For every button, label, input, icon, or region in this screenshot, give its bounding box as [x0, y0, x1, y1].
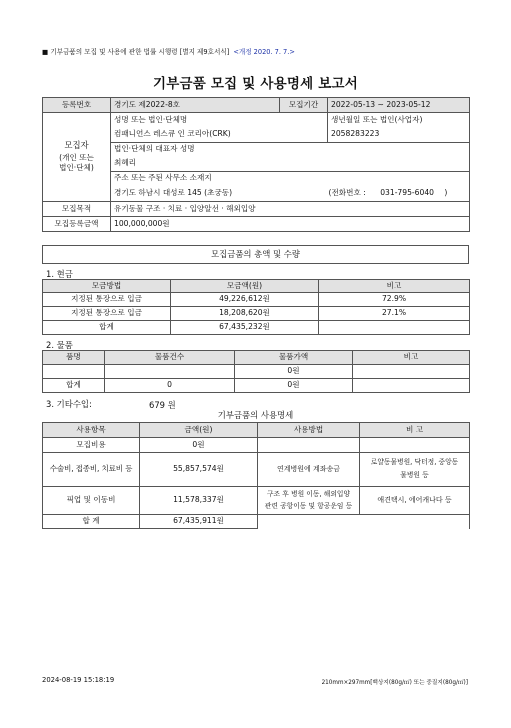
usage-total-label: 합 계	[43, 515, 140, 529]
usage-title: 기부금품의 사용명세	[217, 410, 294, 420]
goods-row-name	[43, 365, 105, 379]
target-value: 100,000,000원	[111, 217, 470, 232]
goods-total-note	[353, 379, 470, 393]
cash-row-2-note: 27.1%	[319, 307, 470, 321]
collector-label-2: (개인 또는	[59, 152, 94, 162]
goods-total-count: 0	[105, 379, 235, 393]
usage-row-2-item: 수술비, 접종비, 치료비 등	[43, 453, 140, 487]
goods-col-note: 비고	[353, 351, 470, 365]
purpose-label: 모집목적	[43, 202, 111, 217]
reg-label: 등록번호	[43, 98, 111, 113]
usage-col-item: 사용항목	[43, 423, 140, 438]
printed-timestamp: 2024-08-19 15:18:19	[42, 676, 115, 684]
cash-total-amount: 67,435,232원	[171, 321, 319, 335]
usage-row-2-method: 연계병원에 계좌송금	[258, 453, 360, 487]
totals-title-table	[42, 245, 469, 264]
rep-value: 최혜리	[111, 157, 470, 172]
cash-row-2-amount: 18,208,620원	[171, 307, 319, 321]
usage-row-1-item: 모집비용	[43, 438, 140, 453]
other-heading: 3. 기타수입:	[46, 399, 92, 409]
usage-row-2-note	[360, 453, 470, 487]
paper-spec: 210mm×297mm[백상지(80g/㎡) 또는 중질지(80g/㎡)]	[321, 680, 468, 686]
usage-table	[42, 422, 470, 529]
usage-row-3-method	[258, 487, 360, 515]
phone-close: )	[444, 187, 448, 197]
usage-row-1-note	[360, 438, 470, 453]
period-value: 2022-05-13 ~ 2023-05-12	[328, 98, 470, 113]
totals-title: 모집금품의 총액 및 수량	[43, 246, 469, 264]
usage-row-1-amount: 0원	[140, 438, 258, 453]
goods-heading: 2. 물품	[46, 340, 73, 350]
usage-row-3-note: 애견택시, 에어캐나다 등	[360, 487, 470, 515]
form-header	[42, 46, 295, 56]
usage-row-3-amount: 11,578,337원	[140, 487, 258, 515]
usage-col-note: 비 고	[360, 423, 470, 438]
cash-total-label: 합계	[43, 321, 171, 335]
cash-row-1-amount: 49,226,612원	[171, 293, 319, 307]
other-amount: 679 원	[149, 400, 176, 410]
cash-row-2-method: 지정된 통장으로 입금	[43, 307, 171, 321]
phone-label: (전화번호 :	[328, 187, 366, 197]
purpose-value: 유기동물 구조 · 치료 · 입양알선 · 해외입양	[111, 202, 470, 217]
goods-col-value: 물품가액	[235, 351, 353, 365]
birth-label: 생년월일 또는 법인(사업자)	[328, 113, 470, 128]
cash-row-1-note: 72.9%	[319, 293, 470, 307]
cash-total-note	[319, 321, 470, 335]
usage-col-method: 사용방법	[258, 423, 360, 438]
name-value: 컴패니언스 레스큐 인 코리아(CRK)	[111, 128, 328, 143]
reg-value: 경기도 제2022-8호	[111, 98, 280, 113]
goods-row-note	[353, 365, 470, 379]
cash-row-1-method: 지정된 통장으로 입금	[43, 293, 171, 307]
cash-col-note: 비고	[319, 280, 470, 293]
cash-heading: 1. 현금	[46, 269, 73, 279]
usage-total-amount: 67,435,911원	[140, 515, 258, 529]
target-label: 모집등록금액	[43, 217, 111, 232]
usage-row-2-note-line-2: 물병원 등	[400, 471, 429, 479]
usage-row-3-method-line-1: 구조 후 병원 이동, 해외입양	[266, 489, 351, 498]
usage-row-2-amount: 55,857,574원	[140, 453, 258, 487]
collector-label-3: 법인·단체)	[59, 163, 94, 173]
rep-label: 법인·단체의 대표자 성명	[111, 143, 470, 157]
birth-value: 2058283223	[328, 128, 470, 143]
usage-total-method	[258, 515, 360, 529]
goods-table	[42, 350, 470, 393]
phone-value: 031-795-6040	[380, 187, 434, 197]
period-label: 모집기간	[280, 98, 328, 113]
phone-cell	[328, 186, 470, 202]
usage-row-3-item: 픽업 및 이동비	[43, 487, 140, 515]
law-note: ■ 기부금품의 모집 및 사용에 관한 법률 시행령 [별지 제9호서식]	[42, 48, 230, 56]
goods-row-value: 0원	[235, 365, 353, 379]
addr-value: 경기도 하남시 대성로 145 (초궁동)	[111, 186, 328, 202]
cash-table	[42, 279, 470, 335]
usage-col-amount: 금액(원)	[140, 423, 258, 438]
goods-col-count: 물품건수	[105, 351, 235, 365]
usage-total-note	[360, 515, 470, 529]
name-label: 성명 또는 법인·단체명	[111, 113, 328, 128]
collector-label	[43, 113, 111, 202]
collector-label-1: 모집자	[64, 139, 89, 150]
goods-total-value: 0원	[235, 379, 353, 393]
cash-col-amount: 모금액(원)	[171, 280, 319, 293]
goods-col-name: 품명	[43, 351, 105, 365]
info-table	[42, 97, 470, 232]
revision-note: <개정 2020. 7. 7.>	[233, 48, 295, 56]
page-title: 기부금품 모집 및 사용명세 보고서	[153, 76, 358, 92]
usage-row-3-method-line-2: 관련 공항이동 및 항공운임 등	[264, 501, 353, 510]
addr-label: 주소 또는 주된 사무소 소재지	[111, 172, 470, 186]
goods-total-label: 합계	[43, 379, 105, 393]
usage-row-1-method	[258, 438, 360, 453]
usage-row-2-note-line-1: 로얄동물병원, 닥터정, 중앙동	[370, 458, 459, 467]
goods-row-count	[105, 365, 235, 379]
cash-col-method: 모금방법	[43, 280, 171, 293]
